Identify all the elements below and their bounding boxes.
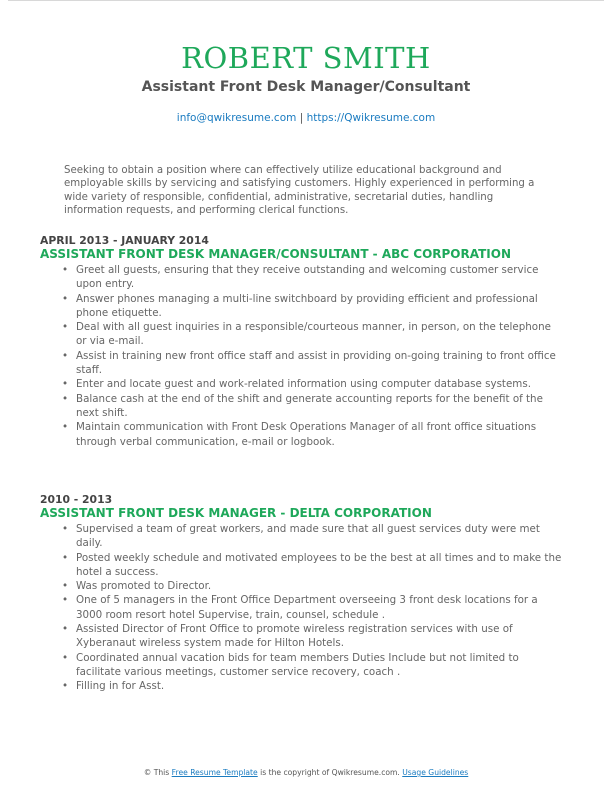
job-bullet: • Answer phones managing a multi-line switchboard by providing efficient and professional phone etiquette.	[76, 292, 570, 321]
footer-middle: is the copyright of Qwikresume.com.	[257, 768, 403, 777]
job-bullet: • Coordinated annual vacation bids for team members Duties Include but not limited to facilitate various meetings, customer service recovery, coach .	[76, 651, 570, 680]
job-dates: APRIL 2013 - JANUARY 2014	[40, 234, 209, 247]
candidate-name: ROBERT SMITH	[181, 41, 431, 75]
job-bullet-list	[40, 263, 570, 449]
email-link[interactable]: info@qwikresume.com	[176, 112, 297, 124]
summary-paragraph: Seeking to obtain a position where can effectively utilize educational background and employable skills by servicing and satisfying customers. Highly experienced in performing a wide variety of responsible, confidential, administrative, secretarial duties, handling information requests, and performing clerical functions.	[64, 165, 535, 217]
job-heading: ASSISTANT FRONT DESK MANAGER - DELTA CORPORATION	[40, 506, 432, 520]
free-resume-template-link[interactable]: Free Resume Template	[171, 768, 258, 777]
job-bullet: • Was promoted to Director.	[76, 579, 570, 593]
job-bullet: • Maintain communication with Front Desk Operations Manager of all front office situations through verbal communication, e-mail or logbook.	[76, 420, 570, 449]
candidate-title: Assistant Front Desk Manager/Consultant	[141, 79, 471, 95]
job-bullet: • One of 5 managers in the Front Office Department overseeing 3 front desk locations for a 3000 room resort hotel Supervise, train, counsel, schedule .	[76, 593, 570, 622]
job-bullet-list	[40, 522, 570, 694]
usage-guidelines-link[interactable]: Usage Guidelines	[402, 768, 469, 777]
experience-entry	[40, 493, 570, 694]
footer	[0, 768, 612, 778]
job-dates: 2010 - 2013	[40, 493, 113, 506]
job-bullet: • Balance cash at the end of the shift and generate accounting reports for the benefit of the next shift.	[76, 392, 570, 421]
footer-prefix: © This	[143, 768, 172, 777]
website-link[interactable]: https://Qwikresume.com	[306, 112, 436, 124]
job-heading: ASSISTANT FRONT DESK MANAGER/CONSULTANT - ABC CORPORATION	[40, 247, 511, 261]
contact-line	[0, 112, 612, 125]
job-bullet: • Posted weekly schedule and motivated employees to be the best at all times and to make the hotel a success.	[76, 551, 570, 580]
job-bullet: • Assist in training new front office staff and assist in providing on-going training to front office staff.	[76, 349, 570, 378]
job-bullet: • Enter and locate guest and work-related information using computer database systems.	[76, 377, 570, 391]
contact-separator: |	[296, 112, 307, 124]
job-bullet: • Deal with all guest inquiries in a responsible/courteous manner, in person, on the telephone or via e-mail.	[76, 320, 570, 349]
page-top-border	[8, 0, 604, 1]
job-bullet: • Assisted Director of Front Office to promote wireless registration services with use of Xyberanaut wireless system made for Hilton Hotels.	[76, 622, 570, 651]
experience-entry	[40, 234, 570, 449]
job-bullet: • Greet all guests, ensuring that they receive outstanding and welcoming customer service upon entry.	[76, 263, 570, 292]
job-bullet: • Supervised a team of great workers, and made sure that all guest services duty were met daily.	[76, 522, 570, 551]
job-bullet: • Filling in for Asst.	[76, 679, 570, 693]
